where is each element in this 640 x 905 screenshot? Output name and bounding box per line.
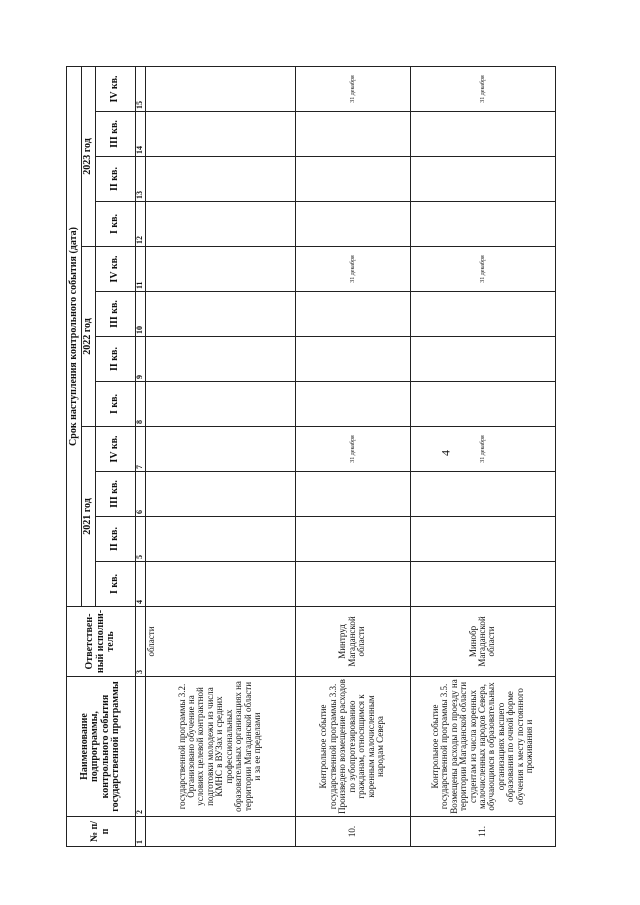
row-date	[145, 337, 295, 382]
column-number: 5	[135, 517, 145, 562]
row-responsible: области	[145, 607, 295, 677]
header-quarter: II кв.	[95, 337, 135, 382]
row-date	[145, 247, 295, 292]
row-responsible: Минтруд Магаданской области	[295, 607, 410, 677]
column-number: 9	[135, 337, 145, 382]
header-quarter: III кв.	[95, 292, 135, 337]
header-quarter: II кв.	[95, 517, 135, 562]
column-number: 13	[135, 157, 145, 202]
row-date	[410, 382, 556, 427]
column-number-row	[135, 66, 145, 846]
row-date	[295, 562, 410, 607]
row-date	[145, 382, 295, 427]
row-date	[410, 337, 556, 382]
header-quarter: II кв.	[95, 157, 135, 202]
header-period: Срок наступления контрольного события (дата)	[67, 66, 82, 606]
row-date	[145, 472, 295, 517]
row-responsible: Минобр Магаданской области	[410, 607, 556, 677]
row-date	[410, 202, 556, 247]
row-date	[295, 202, 410, 247]
column-number: 3	[135, 607, 145, 677]
row-date: 31 декабря	[295, 66, 410, 111]
column-number: 12	[135, 202, 145, 247]
header-quarter: III кв.	[95, 472, 135, 517]
table-row	[145, 66, 295, 846]
row-date	[295, 292, 410, 337]
row-date	[295, 517, 410, 562]
row-date	[295, 157, 410, 202]
column-number: 8	[135, 382, 145, 427]
row-number	[145, 817, 295, 847]
row-date	[145, 112, 295, 157]
header-quarter: I кв.	[95, 202, 135, 247]
header-year-2021: 2021 год	[82, 427, 96, 607]
column-number: 1	[135, 817, 145, 847]
header-responsible: Ответствен- ный исполни- тель	[67, 607, 136, 677]
column-number: 2	[135, 677, 145, 817]
row-date	[145, 202, 295, 247]
row-date	[410, 292, 556, 337]
row-date	[410, 112, 556, 157]
row-date: 31 декабря	[295, 247, 410, 292]
control-events-table	[66, 66, 556, 847]
row-date	[145, 157, 295, 202]
column-number: 15	[135, 66, 145, 111]
row-date	[145, 427, 295, 472]
row-date: 31 декабря	[295, 427, 410, 472]
row-date	[145, 517, 295, 562]
row-date	[295, 382, 410, 427]
header-quarter: III кв.	[95, 112, 135, 157]
rotated-table-wrapper	[66, 67, 556, 847]
row-date	[295, 337, 410, 382]
row-date	[410, 562, 556, 607]
row-number: 11.	[410, 817, 556, 847]
header-quarter: I кв.	[95, 562, 135, 607]
row-date	[295, 472, 410, 517]
column-number: 14	[135, 112, 145, 157]
header-quarter: I кв.	[95, 382, 135, 427]
header-quarter: IV кв.	[95, 427, 135, 472]
row-date	[410, 157, 556, 202]
header-quarter: IV кв.	[95, 66, 135, 111]
row-date	[145, 66, 295, 111]
header-name: Наименование подпрограммы, контрольного события государственной программы	[67, 677, 136, 817]
column-number: 10	[135, 292, 145, 337]
row-number: 10.	[295, 817, 410, 847]
page-number: 4	[438, 450, 453, 456]
row-date	[410, 517, 556, 562]
row-date	[295, 112, 410, 157]
column-number: 11	[135, 247, 145, 292]
row-event-name: государственной программы 3.2. Организовано обучение на условиях целевой контрактной подготовки молодежи из числа КМНС в ВУЗах и средних профессиональных образовательных организациях на территории Магаданской области и за ее пределами	[145, 677, 295, 817]
row-date: 31 декабря	[410, 66, 556, 111]
table-row	[410, 66, 556, 846]
row-event-name: Контрольное событие государственной программы 3.5. Возмещены расходы по проезду на территории Магаданской области студентам из числа коренных малочисленных народов Севера, обучающимся в образовательных организациях высшего образования по очной форме обучения к месту постоянного проживания и	[410, 677, 556, 817]
table-row	[295, 66, 410, 846]
column-number: 7	[135, 427, 145, 472]
row-date	[145, 292, 295, 337]
column-number: 4	[135, 562, 145, 607]
header-year-2022: 2022 год	[82, 247, 96, 427]
header-num: № п/п	[67, 817, 136, 847]
row-date: 31 декабря	[410, 427, 556, 472]
header-year-2023: 2023 год	[82, 66, 96, 246]
header-row-1	[67, 66, 82, 846]
column-number: 6	[135, 472, 145, 517]
row-date: 31 декабря	[410, 247, 556, 292]
header-quarter: IV кв.	[95, 247, 135, 292]
row-date	[410, 472, 556, 517]
row-date	[145, 562, 295, 607]
row-event-name: Контрольное событие государственной программы 3.3. Произведено возмещение расходов по зубопротезированию гражданам, относящимся к коренным малочисленным народам Севера	[295, 677, 410, 817]
